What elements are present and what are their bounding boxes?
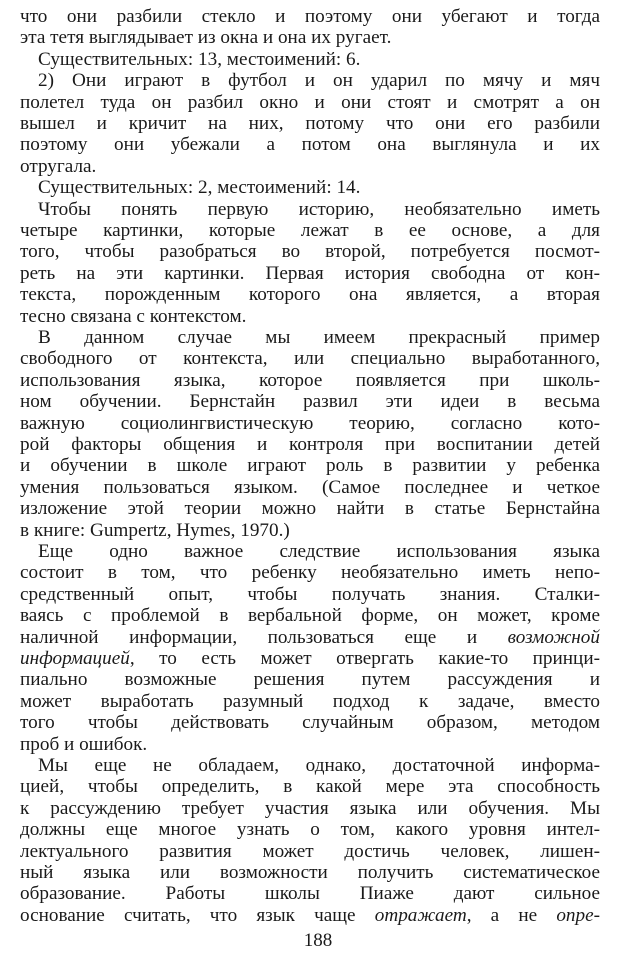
text-span: образование. Работы школы Пиаже дают сильное [20,883,600,905]
text-span: реть на эти картинки. Первая история свободна от кон- [20,262,600,284]
text-span: того чтобы действовать случайным образом, методом [20,712,600,734]
text-span: и обучении в школе играют роль в развитии у ребенка [20,455,600,477]
text-span: к рассуждению требует участия языка или обучения. Мы [20,797,600,819]
text-span: , а не [466,904,557,926]
italic-text: возможной [507,626,600,648]
text-span: изложение этой теории можно найти в статье Бернстайна [20,498,600,520]
italic-text: информацией [20,648,130,669]
text-span: рой факторы общения и контроля при воспитании детей [20,434,600,455]
text-span: проб и ошибок. [20,733,148,755]
text-span: пиально возможные решения путем рассуждения и [20,669,600,691]
text-span: отругала. [20,155,97,177]
text-span: средственный опыт, чтобы получать знания. Сталки- [20,583,600,605]
text-span: что они разбили стекло и поэтому они убегают и тогда [20,6,600,27]
text-line [20,904,600,929]
text-span: 2) Они играют в футбол и он ударил по мячу и мяч [38,70,600,92]
text-span: лектуального развития может достичь человек, лишен- [20,840,600,862]
text-span: тесно связана с контекстом. [20,305,247,327]
text-span: поэтому они убежали а потом она выглянула и их [20,134,600,156]
text-span: Чтобы понять первую историю, необязательно иметь [38,198,600,220]
text-span: в книге: Gumpertz, Hymes, 1970.) [20,519,290,541]
text-span: эта тетя выглядывает из окна и она их ругает. [20,27,392,49]
text-span: Существительных: 2, местоимений: 14. [38,177,361,199]
text-span: важную социолингвистическую теорию, согласно кото- [20,412,600,434]
text-span: полетел туда он разбил окно и они стоят и смотрят а он [20,91,600,113]
text-span: текста, порожденным которого она является, а вторая [20,284,600,306]
text-span: свободного от контекста, или специально выработанного, [20,348,600,370]
italic-text: опре- [556,904,600,926]
text-span: может выработать разумный подход к задаче, вместо [20,690,600,712]
text-span: Мы еще не обладаем, однако, достаточной информа- [38,755,600,776]
text-span: цией, чтобы определить, в какой мере эта способность [20,776,600,798]
text-span: ный языка или возможности получить систематическое [20,862,600,883]
text-span: умения пользоваться языком. (Самое последнее и четкое [20,476,600,498]
text-span: того, чтобы разобраться во второй, потребуется посмот- [20,241,600,263]
book-page [20,0,616,957]
text-span: состоит в том, что ребенку необязательно иметь непо- [20,562,600,584]
italic-text: отражает [374,904,467,926]
text-span: ваясь с проблемой в вербальной форме, он может, кроме [20,605,600,627]
text-span: наличной информации, пользоваться еще и [20,626,508,648]
text-span: использования языка, которое появляется при школь- [20,369,600,391]
text-span: вышел и кричит на них, потому что они его разбили [20,113,600,134]
page-number: 188 [303,930,333,951]
text-span: основание считать, что язык чаще [20,904,375,926]
text-span: ном обучении. Бернстайн развил эти идеи в весьма [20,391,600,413]
text-line [20,133,600,158]
text-span: Существительных: 13, местоимений: 6. [38,48,361,70]
text-span: В данном случае мы имеем прекрасный пример [38,327,600,348]
text-span: , то есть может отвергать какие-то принци- [129,648,600,669]
text-span: должны еще многое узнать о том, какого уровня интел- [20,819,600,841]
text-span: четыре картинки, которые лежат в ее основе, а для [20,220,600,241]
text-span: Еще одно важное следствие использования языка [38,541,600,562]
